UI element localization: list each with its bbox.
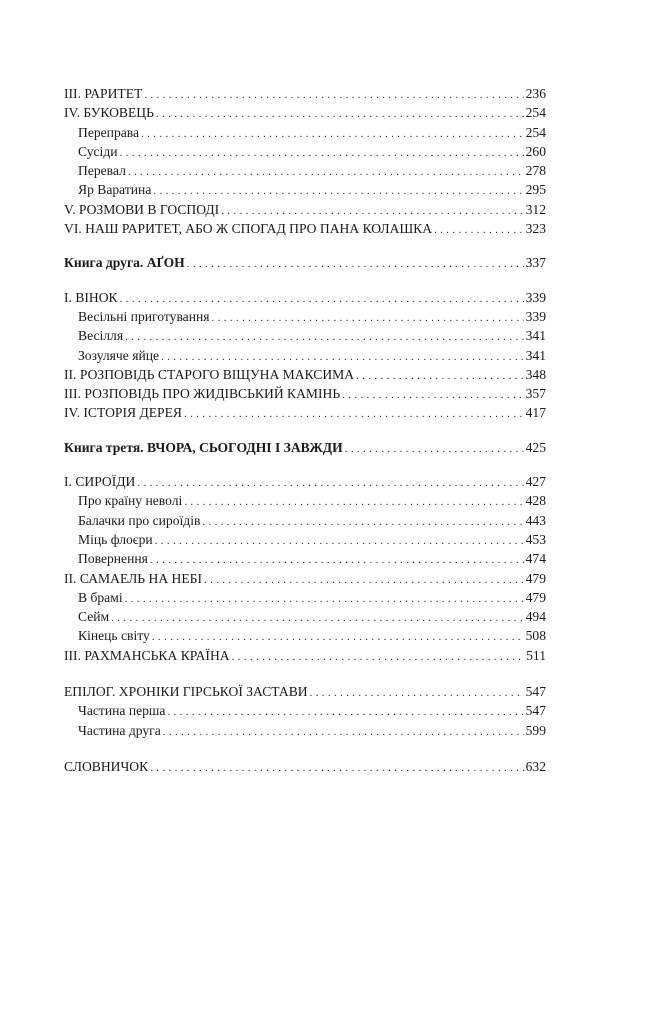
toc-entry [64,200,546,219]
toc-entry-title: Весільні приготування [78,308,210,324]
toc-entry-title: Переправа [78,124,140,140]
toc-entry-title: IV. ІСТОРІЯ ДЕРЕЯ [64,405,182,421]
dot-leader [202,511,523,532]
toc-entry-title: Яр Варатина [78,182,152,198]
toc-entry-page: 547 [525,684,546,700]
toc-entry [64,103,546,122]
toc-entry-title: ЕПІЛОГ. ХРОНІКИ ГІРСЬКОЇ ЗАСТАВИ [64,684,308,700]
toc-entry-page: 348 [525,366,546,382]
toc-entry-page: 278 [525,163,546,179]
dot-leader [150,549,524,570]
dot-leader [356,365,524,386]
toc-entry-title: Сусіди [78,143,118,159]
toc-book-heading [64,253,546,272]
toc-entry-title: Перевал [78,163,126,179]
toc-entry-page: 511 [526,647,546,663]
dot-leader [144,84,523,105]
dot-leader [137,472,523,493]
toc-entry-title: VI. НАШ РАРИТЕТ, АБО Ж СПОГАД ПРО ПАНА КОЛАШКА [64,221,433,237]
toc-entry-page: 260 [525,143,546,159]
dot-leader [128,161,524,182]
toc-entry-title: Повернення [78,551,148,567]
toc-entry-page: 494 [525,609,546,625]
toc-entry-page: 508 [525,628,546,644]
toc-entry [64,569,546,588]
dot-leader [120,288,524,309]
dot-leader [125,588,524,609]
toc-entry [64,288,546,307]
toc-subentry [64,721,546,740]
toc-subentry [64,307,546,326]
toc-entry-title: Частина друга [78,722,161,738]
toc-entry-title: Про країну неволі [78,493,183,509]
dot-leader [125,326,524,347]
toc-entry-page: 479 [525,589,546,605]
toc-entry-page: 453 [525,531,546,547]
dot-leader [155,530,524,551]
toc-entry-page: 599 [525,722,546,738]
toc-subentry [64,142,546,161]
dot-leader [167,701,523,722]
toc-entry-page: 312 [525,201,546,217]
toc-entry-page: 632 [525,758,546,774]
toc-entry-page: 479 [525,570,546,586]
toc-entry-page: 341 [525,347,546,363]
toc-entry-page: 428 [525,493,546,509]
toc-entry [64,682,546,701]
toc-entry-page: 425 [525,439,546,455]
dot-leader [232,646,525,667]
dot-leader [184,491,523,512]
toc-subentry [64,511,546,530]
dot-leader [221,200,523,221]
dot-leader [187,253,524,274]
toc-entry-page: 427 [525,474,546,490]
toc-entry [64,472,546,491]
toc-entry [64,646,546,665]
dot-leader [204,569,524,590]
toc-entry [64,757,546,776]
dot-leader [212,307,524,328]
toc-entry-page: 341 [525,328,546,344]
dot-leader [156,103,524,124]
toc-subentry [64,588,546,607]
toc-entry-page: 357 [525,386,546,402]
toc-entry-page: 443 [525,512,546,528]
toc-subentry [64,326,546,345]
toc-entry-title: Книга друга. АҐОН [64,255,185,271]
dot-leader [152,626,524,647]
toc-entry [64,384,546,403]
toc-subentry [64,530,546,549]
toc-entry [64,219,546,238]
toc-subentry [64,549,546,568]
toc-entry-page: 337 [525,255,546,271]
dot-leader [163,721,524,742]
toc-book-heading [64,438,546,457]
toc-entry-page: 236 [525,86,546,101]
toc-entry [64,365,546,384]
dot-leader [150,757,523,778]
dot-leader [310,682,524,703]
dot-leader [161,346,524,367]
dot-leader [111,607,523,628]
toc-entry-title: Балачки про сироїдів [78,512,201,528]
dot-leader [342,384,523,405]
toc-entry [64,84,546,103]
toc-entry-page: 295 [525,182,546,198]
toc-subentry [64,701,546,720]
toc-entry [64,403,546,422]
toc-entry-title: ІІІ. РАХМАНСЬКА КРАЇНА [64,647,230,663]
toc-entry-page: 474 [525,551,546,567]
toc-entry-title: V. РОЗМОВИ В ГОСПОДІ [64,201,220,217]
toc-entry-title: І. ВІНОК [64,289,118,305]
toc-entry-page: 254 [525,105,546,121]
toc-subentry [64,161,546,180]
toc-entry-title: СЛОВНИЧОК [64,758,149,774]
toc-entry-title: Книга третя. ВЧОРА, СЬОГОДНІ І ЗАВЖДИ [64,439,343,455]
toc-subentry [64,180,546,199]
toc-entry-title: ІІ. САМАЕЛЬ НА НЕБІ [64,570,202,586]
toc-entry-page: 339 [525,289,546,305]
toc-entry-title: В брамі [78,589,123,605]
dot-leader [345,438,524,459]
toc-subentry [64,491,546,510]
toc-entry-title: Весілля [78,328,124,344]
dot-leader [141,123,524,144]
toc-entry-title: ІІІ. РОЗПОВІДЬ ПРО ЖИДІВСЬКИЙ КАМІНЬ [64,386,341,402]
toc-subentry [64,607,546,626]
toc-entry-title: І. СИРОЇДИ [64,474,136,490]
toc-entry-page: 339 [525,308,546,324]
table-of-contents [64,84,546,776]
dot-leader [184,403,524,424]
toc-subentry [64,123,546,142]
dot-leader [120,142,524,163]
toc-entry-page: 547 [525,703,546,719]
dot-leader [434,219,524,240]
toc-entry-title: IV. БУКОВЕЦЬ [64,105,154,121]
toc-entry-title: Міць флоєри [78,531,153,547]
toc-subentry [64,346,546,365]
toc-entry-title: Частина перша [78,703,166,719]
toc-entry-title: Кінець світу [78,628,150,644]
toc-entry-title: ІІІ. РАРИТЕТ [64,86,143,101]
toc-entry-title: Зозуляче яйце [78,347,160,363]
toc-entry-page: 323 [525,221,546,237]
toc-entry-title: Сейм [78,609,110,625]
toc-entry-page: 254 [525,124,546,140]
toc-entry-title: ІІ. РОЗПОВІДЬ СТАРОГО ВІЩУНА МАКСИМА [64,366,355,382]
dot-leader [153,180,523,201]
toc-subentry [64,626,546,645]
toc-entry-page: 417 [525,405,546,421]
